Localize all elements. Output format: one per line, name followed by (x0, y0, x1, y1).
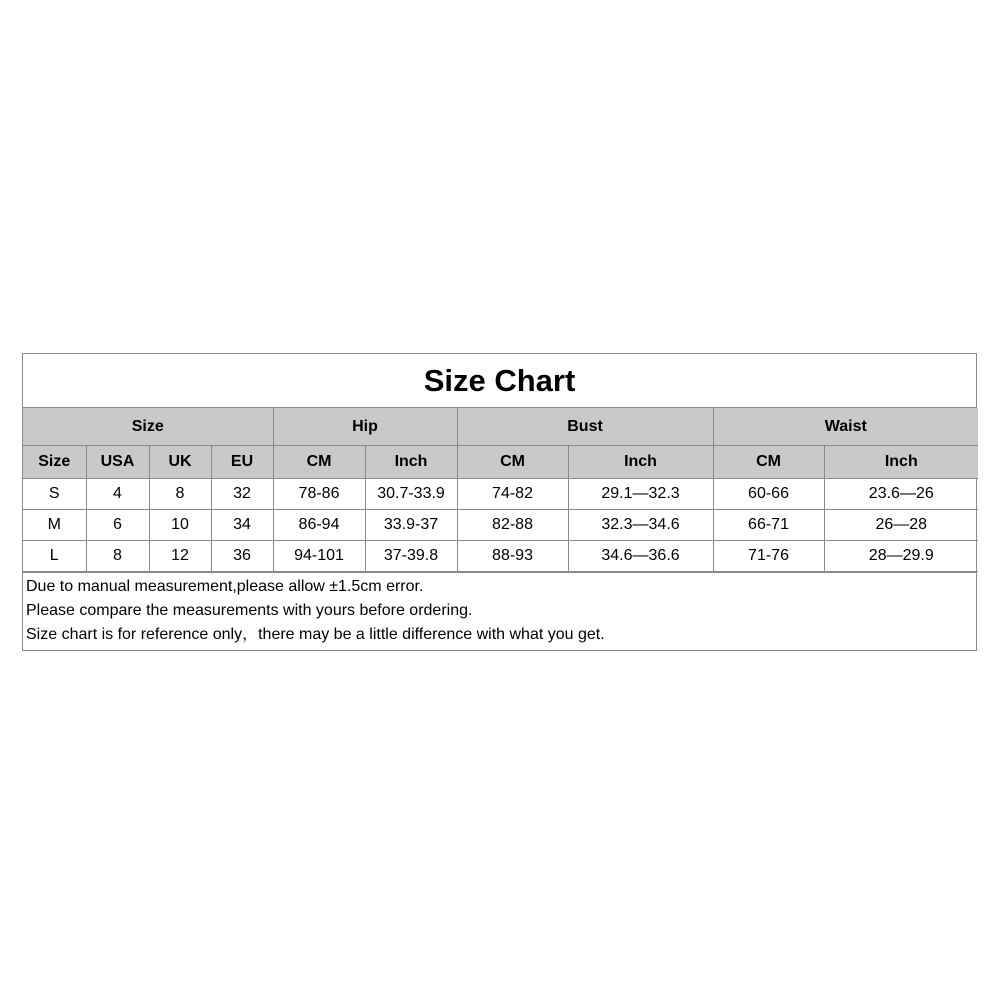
group-header-size: Size (23, 408, 273, 446)
table-cell: 10 (149, 510, 211, 541)
table-cell: 66-71 (713, 510, 824, 541)
table-cell: 8 (86, 541, 149, 572)
group-header-waist: Waist (713, 408, 978, 446)
table-cell: 82-88 (457, 510, 568, 541)
table-row (23, 541, 978, 572)
table-cell: 6 (86, 510, 149, 541)
table-cell: 60-66 (713, 479, 824, 510)
table-cell: L (23, 541, 86, 572)
table-cell: M (23, 510, 86, 541)
column-header: Inch (568, 446, 713, 479)
table-cell: 32 (211, 479, 273, 510)
group-header-row (23, 408, 978, 446)
table-cell: 29.1—32.3 (568, 479, 713, 510)
column-header: CM (457, 446, 568, 479)
column-header: Inch (365, 446, 457, 479)
column-header: Size (23, 446, 86, 479)
column-header-row (23, 446, 978, 479)
table-cell: 74-82 (457, 479, 568, 510)
notes-section (23, 572, 976, 650)
table-cell: 34 (211, 510, 273, 541)
note-line: Please compare the measurements with yours before ordering. (26, 602, 473, 619)
note-line: Size chart is for reference only，there may be a little difference with what you get. (26, 626, 605, 643)
table-cell: 94-101 (273, 541, 365, 572)
column-header: CM (273, 446, 365, 479)
group-header-bust: Bust (457, 408, 713, 446)
size-chart (22, 353, 977, 651)
size-table (23, 408, 978, 572)
table-cell: 78-86 (273, 479, 365, 510)
note-line: Due to manual measurement,please allow ±1.5cm error. (26, 578, 424, 595)
table-cell: 37-39.8 (365, 541, 457, 572)
column-header: EU (211, 446, 273, 479)
table-cell: 30.7-33.9 (365, 479, 457, 510)
table-cell: 71-76 (713, 541, 824, 572)
column-header: Inch (824, 446, 978, 479)
table-cell: 33.9-37 (365, 510, 457, 541)
table-cell: 23.6—26 (824, 479, 978, 510)
table-row (23, 479, 978, 510)
group-header-hip: Hip (273, 408, 457, 446)
table-cell: 4 (86, 479, 149, 510)
table-cell: 26—28 (824, 510, 978, 541)
table-cell: 28—29.9 (824, 541, 978, 572)
column-header: USA (86, 446, 149, 479)
chart-title: Size Chart (23, 354, 976, 408)
table-cell: 12 (149, 541, 211, 572)
table-cell: 86-94 (273, 510, 365, 541)
table-cell: 34.6—36.6 (568, 541, 713, 572)
table-cell: S (23, 479, 86, 510)
table-cell: 88-93 (457, 541, 568, 572)
column-header: UK (149, 446, 211, 479)
table-cell: 8 (149, 479, 211, 510)
table-row (23, 510, 978, 541)
table-cell: 32.3—34.6 (568, 510, 713, 541)
column-header: CM (713, 446, 824, 479)
table-cell: 36 (211, 541, 273, 572)
